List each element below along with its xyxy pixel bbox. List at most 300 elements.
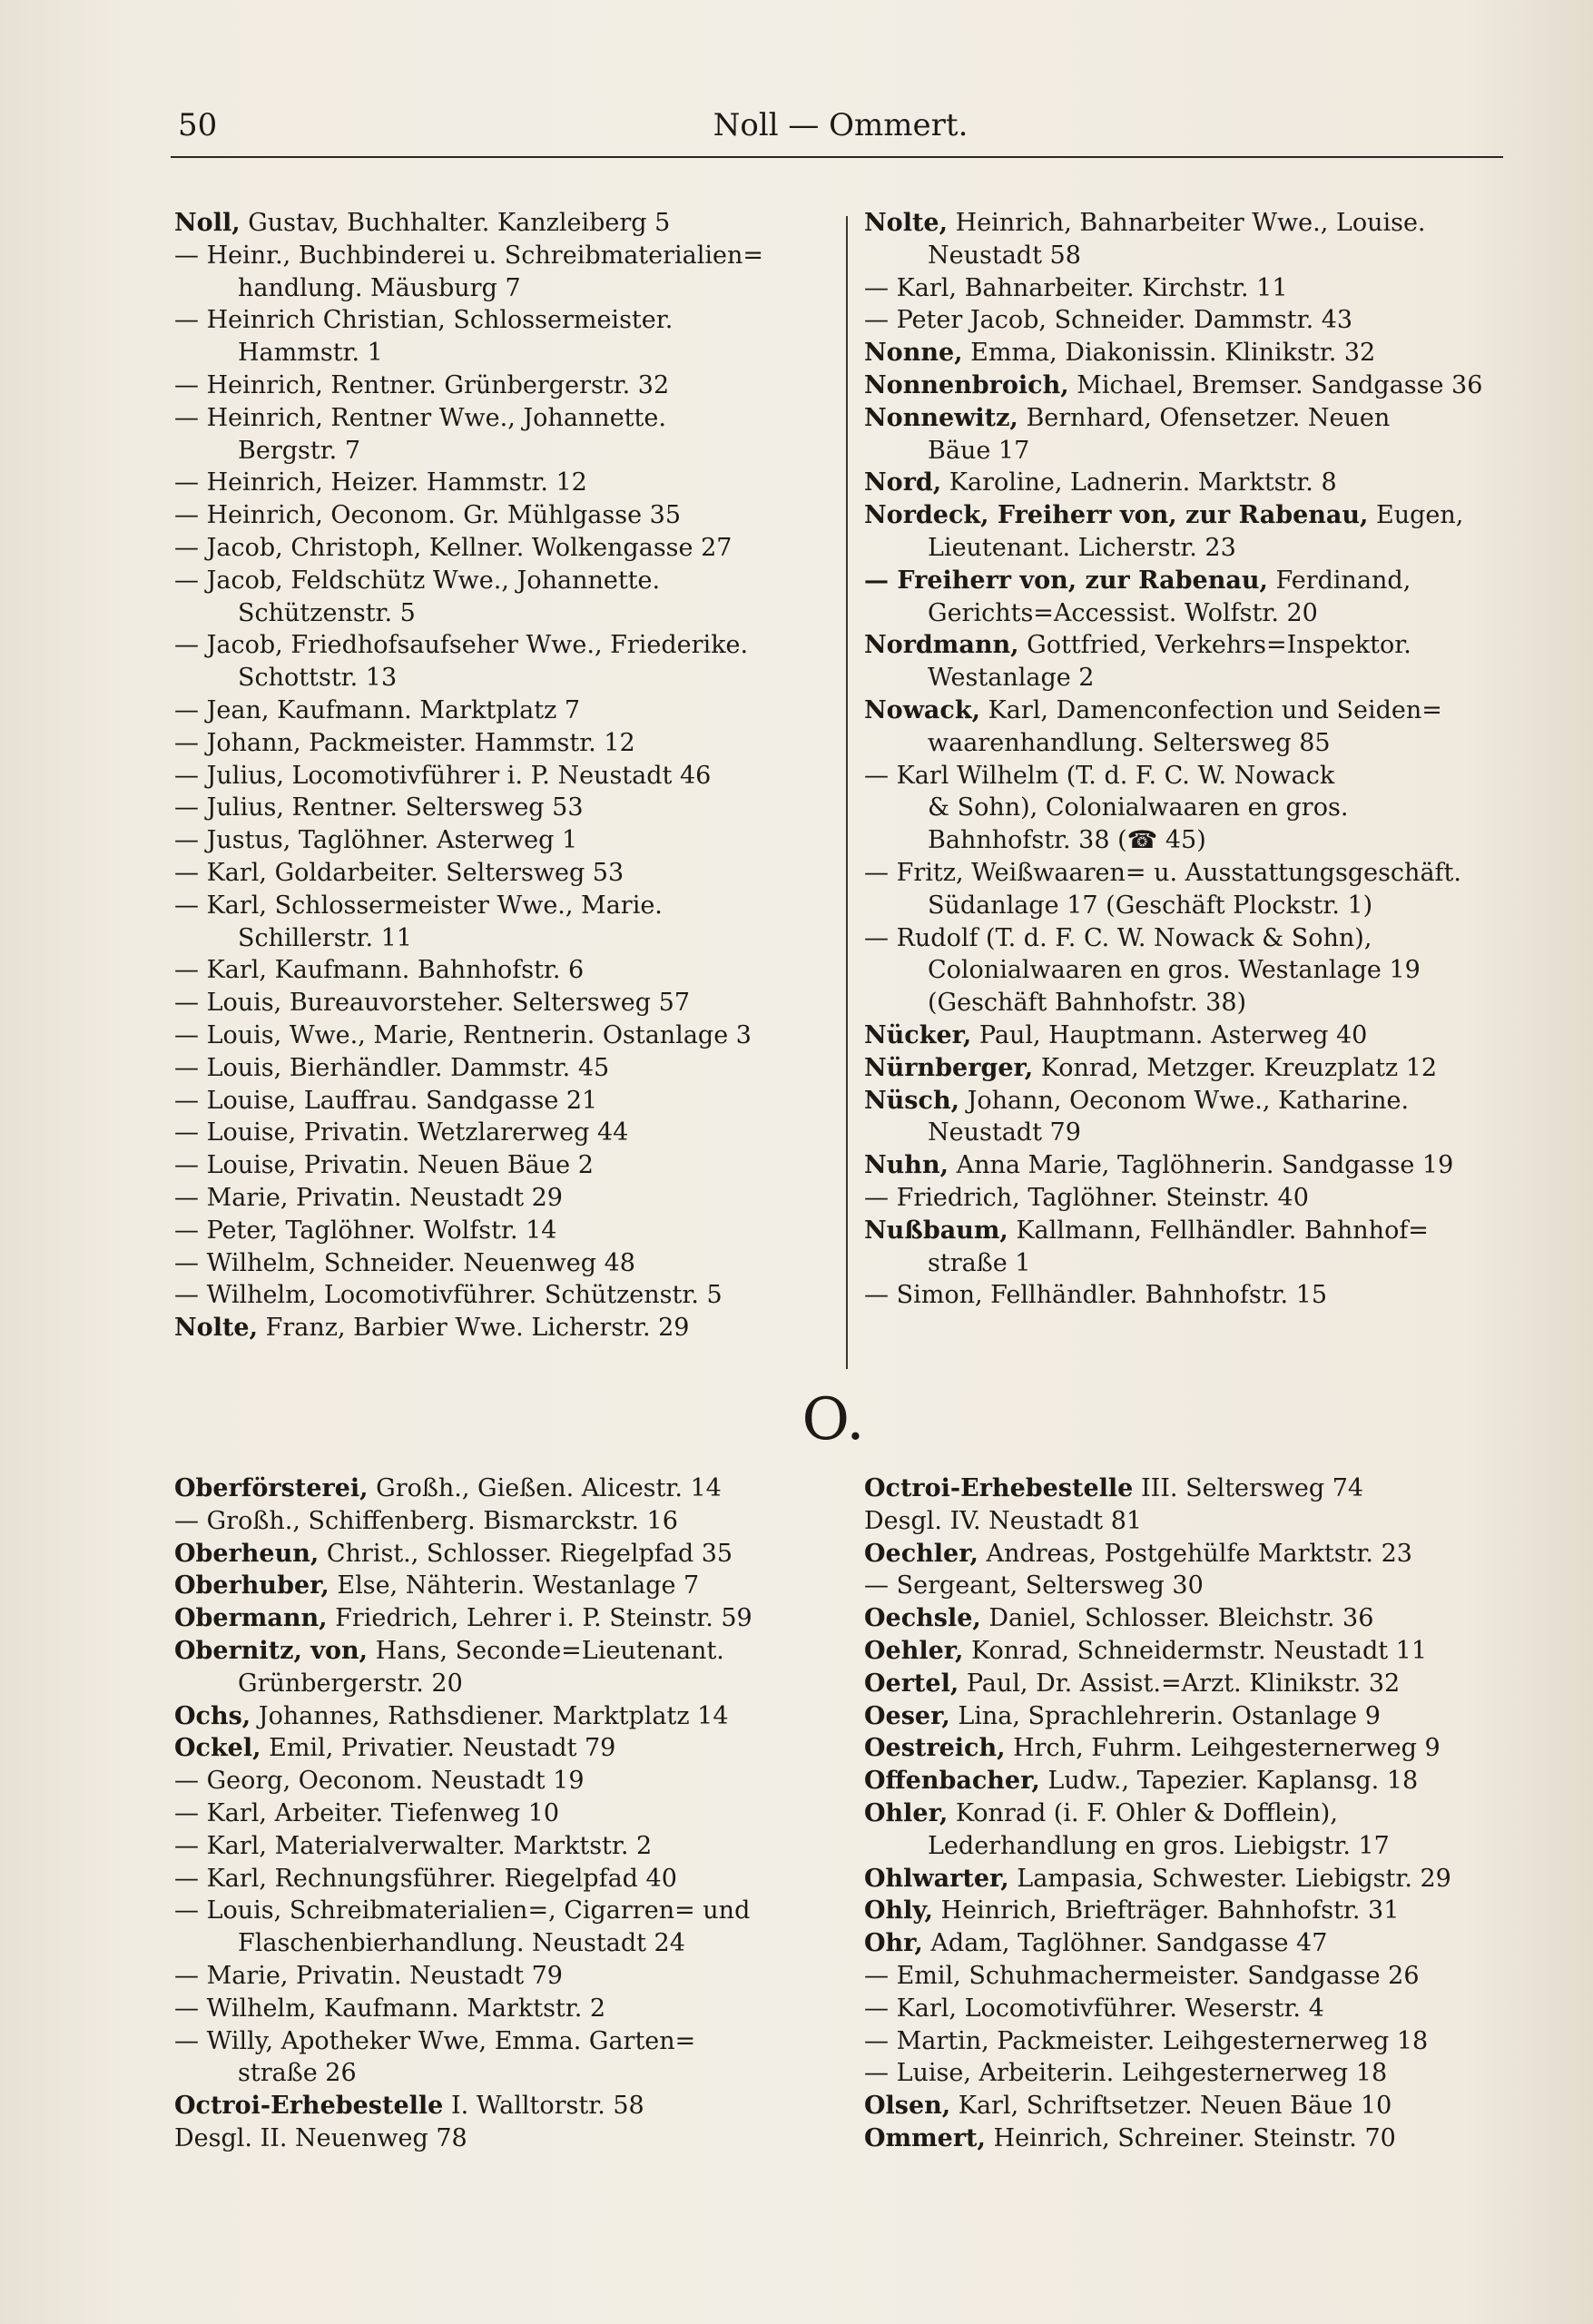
ditto-dash: — xyxy=(174,1118,207,1147)
directory-entry xyxy=(864,369,1519,402)
directory-entry xyxy=(174,1247,830,1280)
directory-entry xyxy=(174,1505,830,1538)
directory-entry xyxy=(174,1117,830,1149)
directory-entry xyxy=(174,240,830,305)
entry-line xyxy=(864,272,1519,305)
ditto-dash: — xyxy=(864,2026,897,2055)
entry-text: Lina, Sprachlehrerin. Ostanlage 9 xyxy=(958,1701,1381,1730)
directory-entry xyxy=(174,1960,830,1993)
entry-text: Lampasia, Schwester. Liebigstr. 29 xyxy=(1017,1864,1451,1893)
directory-entry xyxy=(174,890,830,955)
ditto-dash: — xyxy=(174,858,207,887)
entry-text: Lieutenant. Licherstr. 23 xyxy=(928,533,1236,562)
entry-line xyxy=(864,207,1519,240)
directory-entry xyxy=(864,1472,1519,1505)
directory-entry xyxy=(174,760,830,793)
directory-entry xyxy=(864,760,1519,857)
entry-continuation xyxy=(864,727,1519,760)
entry-line xyxy=(174,532,830,565)
directory-entry xyxy=(174,987,830,1019)
entry-line xyxy=(864,1732,1519,1765)
directory-entry xyxy=(864,1732,1519,1765)
ditto-dash: — xyxy=(174,1086,207,1115)
entry-line xyxy=(864,1538,1519,1571)
directory-entry xyxy=(864,207,1519,272)
ditto-dash: — xyxy=(174,468,207,497)
ditto-dash: — xyxy=(174,956,207,985)
entry-text: Justus, Taglöhner. Asterweg 1 xyxy=(206,826,578,855)
ditto-dash: — xyxy=(174,241,207,270)
entry-line xyxy=(174,1247,830,1280)
entry-continuation xyxy=(174,272,830,305)
directory-entry xyxy=(864,629,1519,694)
ditto-dash: — xyxy=(174,2026,207,2055)
directory-entry xyxy=(174,1732,830,1765)
ditto-dash: — xyxy=(864,1571,897,1600)
entry-line xyxy=(174,1863,830,1896)
entry-line xyxy=(174,890,830,922)
directory-entry xyxy=(174,369,830,402)
entry-text: Neustadt 79 xyxy=(928,1118,1081,1147)
directory-entry xyxy=(864,1570,1519,1602)
column-left-bottom xyxy=(174,1472,830,2155)
entry-surname: Ockel, xyxy=(174,1734,261,1763)
directory-entry xyxy=(864,304,1519,337)
directory-entry xyxy=(174,2090,830,2122)
entry-text: Paul, Hauptmann. Asterweg 40 xyxy=(978,1020,1368,1049)
directory-entry xyxy=(174,402,830,468)
entry-text: Louis, Wwe., Marie, Rentnerin. Ostanlage 3 xyxy=(206,1020,752,1049)
entry-line xyxy=(174,369,830,402)
ditto-dash: — xyxy=(864,1281,897,1310)
entry-line xyxy=(174,954,830,987)
directory-entry xyxy=(174,532,830,565)
entry-surname: Noll, xyxy=(174,209,241,237)
entry-line xyxy=(864,1993,1519,2025)
directory-entry xyxy=(174,1215,830,1247)
directory-entry xyxy=(864,1505,1519,1538)
entry-text: Louise, Privatin. Neuen Bäue 2 xyxy=(206,1151,594,1180)
entry-continuation xyxy=(174,435,830,468)
directory-entry xyxy=(174,1765,830,1797)
entry-text: Karl, Rechnungsführer. Riegelpfad 40 xyxy=(206,1864,677,1893)
entry-text: Georg, Oeconom. Neustadt 19 xyxy=(206,1767,585,1796)
directory-entry xyxy=(864,1085,1519,1150)
directory-entry xyxy=(174,694,830,727)
entry-line xyxy=(174,1149,830,1182)
entry-text: Bergstr. 7 xyxy=(238,436,360,465)
ditto-dash: — xyxy=(174,695,207,724)
entry-continuation xyxy=(174,337,830,369)
entry-text: Westanlage 2 xyxy=(928,664,1095,693)
ditto-dash: — xyxy=(864,273,897,302)
entry-surname: Ochs, xyxy=(174,1701,251,1730)
entry-surname: Ohr, xyxy=(864,1929,923,1958)
entry-text: Hans, Seconde=Lieutenant. xyxy=(375,1636,724,1665)
ditto-dash: — xyxy=(864,1183,897,1212)
entry-text: Grünbergerstr. 20 xyxy=(238,1669,463,1698)
ditto-dash: — xyxy=(864,923,897,952)
ditto-dash: — xyxy=(174,1183,207,1212)
ditto-dash: — xyxy=(174,306,207,335)
entry-surname: Oehler, xyxy=(864,1636,964,1665)
entry-text: Ferdinand, xyxy=(1275,566,1411,595)
ditto-dash: — xyxy=(174,1864,207,1893)
ditto-dash: — xyxy=(174,728,207,757)
entry-text: Hammstr. 1 xyxy=(238,339,383,368)
entry-text: Karl, Kaufmann. Bahnhofstr. 6 xyxy=(206,956,585,985)
ditto-dash: — xyxy=(174,1020,207,1049)
entry-surname: Oberförsterei, xyxy=(174,1474,369,1502)
entry-text: Louis, Schreibmaterialien=, Cigarren= und xyxy=(206,1896,751,1925)
entry-text: Großh., Schiffenberg. Bismarckstr. 16 xyxy=(206,1506,678,1535)
entry-text: Christ., Schlosser. Riegelpfad 35 xyxy=(326,1539,733,1568)
entry-text: Bäue 17 xyxy=(928,436,1030,465)
entry-text: Friedrich, Taglöhner. Steinstr. 40 xyxy=(896,1183,1309,1212)
entry-text: Karl, Locomotivführer. Weserstr. 4 xyxy=(896,1994,1324,2023)
directory-entry xyxy=(864,1538,1519,1571)
entry-text: Martin, Packmeister. Leihgesternerweg 18 xyxy=(896,2026,1429,2055)
entry-line xyxy=(864,922,1519,955)
directory-entry xyxy=(174,1830,830,1863)
entry-line xyxy=(174,727,830,760)
directory-entry xyxy=(174,1312,830,1344)
directory-entry xyxy=(864,402,1519,468)
entry-line xyxy=(174,824,830,857)
entry-continuation xyxy=(864,824,1519,857)
directory-entry xyxy=(864,337,1519,369)
directory-entry xyxy=(174,1052,830,1085)
entry-text: Schützenstr. 5 xyxy=(238,598,416,627)
entry-line xyxy=(174,2025,830,2058)
entry-line xyxy=(864,467,1519,499)
entry-surname: Oechsle, xyxy=(864,1604,981,1633)
entry-text: Südanlage 17 (Geschäft Plockstr. 1) xyxy=(928,891,1373,920)
entry-surname: Nußbaum, xyxy=(864,1216,1008,1245)
entry-text: Heinrich, Heizer. Hammstr. 12 xyxy=(206,468,587,497)
ditto-dash: — xyxy=(174,403,207,432)
entry-surname: Offenbacher, xyxy=(864,1767,1040,1796)
ditto-dash: — xyxy=(174,826,207,855)
entry-line xyxy=(864,1182,1519,1215)
entry-text: Johann, Oeconom Wwe., Katharine. xyxy=(967,1086,1410,1115)
entry-continuation xyxy=(864,435,1519,468)
entry-text: Karl, Arbeiter. Tiefenweg 10 xyxy=(206,1798,560,1827)
entry-line xyxy=(864,1019,1519,1052)
directory-entry xyxy=(174,1797,830,1830)
entry-continuation xyxy=(864,532,1519,565)
entry-surname: Obermann, xyxy=(174,1604,328,1633)
ditto-dash: — xyxy=(174,1994,207,2023)
entry-text: Michael, Bremser. Sandgasse 36 xyxy=(1077,370,1483,399)
entry-continuation xyxy=(174,1927,830,1960)
entry-surname: Nordeck, Freiherr von, zur Rabenau, xyxy=(864,501,1369,530)
entry-text: Jacob, Christoph, Kellner. Wolkengasse 27 xyxy=(206,533,733,562)
entry-text: Johannes, Rathsdiener. Marktplatz 14 xyxy=(258,1701,729,1730)
directory-entry xyxy=(864,1602,1519,1635)
entry-line xyxy=(174,694,830,727)
directory-entry xyxy=(174,727,830,760)
entry-surname: Ommert, xyxy=(864,2123,986,2152)
ditto-dash: — xyxy=(174,989,207,1018)
ditto-dash: — xyxy=(174,533,207,562)
entry-text: Schottstr. 13 xyxy=(238,664,398,693)
entry-line xyxy=(864,629,1519,662)
entry-line xyxy=(864,760,1519,793)
entry-surname: Nonnewitz, xyxy=(864,403,1018,432)
entry-text: Bahnhofstr. 38 (☎ 45) xyxy=(928,826,1206,855)
directory-entry xyxy=(864,272,1519,305)
directory-entry xyxy=(174,1085,830,1118)
entry-text: Karl, Schriftsetzer. Neuen Bäue 10 xyxy=(958,2092,1392,2121)
entry-text: Emil, Schuhmachermeister. Sandgasse 26 xyxy=(896,1961,1420,1990)
directory-entry xyxy=(174,1279,830,1312)
entry-text: Adam, Taglöhner. Sandgasse 47 xyxy=(930,1929,1328,1958)
entry-line xyxy=(864,1927,1519,1960)
entry-text: Heinr., Buchbinderei u. Schreibmaterialien= xyxy=(206,241,764,270)
ditto-dash: — xyxy=(864,2059,897,2088)
entry-surname: Ohlwarter, xyxy=(864,1864,1009,1893)
entry-text: Heinrich Christian, Schlossermeister. xyxy=(206,306,674,335)
entry-text: Gerichts=Accessist. Wolfstr. 20 xyxy=(928,598,1318,627)
entry-text: Karl, Schlossermeister Wwe., Marie. xyxy=(206,891,663,920)
entry-line xyxy=(864,1149,1519,1182)
entry-text: Jacob, Friedhofsaufseher Wwe., Friederike. xyxy=(206,631,749,660)
entry-text: Marie, Privatin. Neustadt 29 xyxy=(206,1183,563,1212)
directory-entry xyxy=(174,499,830,532)
directory-entry xyxy=(174,1182,830,1215)
entry-line xyxy=(174,760,830,793)
entry-surname: Nuhn, xyxy=(864,1151,949,1180)
directory-entry xyxy=(864,1279,1519,1312)
ditto-dash: — xyxy=(174,1896,207,1925)
ditto-dash: — xyxy=(864,858,897,887)
entry-line xyxy=(174,402,830,435)
entry-text: Louis, Bureauvorsteher. Seltersweg 57 xyxy=(206,989,691,1018)
entry-text: Bernhard, Ofensetzer. Neuen xyxy=(1026,403,1391,432)
page-number: 50 xyxy=(178,107,218,143)
entry-surname: Nürnberger, xyxy=(864,1053,1034,1082)
directory-entry xyxy=(174,1895,830,1960)
entry-continuation xyxy=(174,1668,830,1700)
entry-line xyxy=(864,1960,1519,1993)
ditto-dash: — xyxy=(174,1831,207,1860)
entry-text: handlung. Mäusburg 7 xyxy=(238,273,521,302)
entry-text: waarenhandlung. Seltersweg 85 xyxy=(928,728,1331,757)
entry-surname: Nonnenbroich, xyxy=(864,370,1069,399)
column-left-top xyxy=(174,207,830,1344)
entry-text: Karl, Bahnarbeiter. Kirchstr. 11 xyxy=(896,273,1288,302)
entry-text: Peter, Taglöhner. Wolfstr. 14 xyxy=(206,1216,557,1245)
directory-entry xyxy=(864,694,1519,760)
header-rule xyxy=(171,156,1503,158)
entry-line xyxy=(864,337,1519,369)
entry-text: Franz, Barbier Wwe. Licherstr. 29 xyxy=(265,1314,690,1343)
entry-surname: Nücker, xyxy=(864,1020,972,1049)
entry-line xyxy=(864,2090,1519,2122)
directory-entry xyxy=(864,467,1519,499)
directory-entry xyxy=(864,1019,1519,1052)
page-header xyxy=(178,107,1503,149)
entry-text: straße 1 xyxy=(928,1248,1031,1277)
entry-line xyxy=(864,2057,1519,2090)
ditto-dash: — xyxy=(174,793,207,822)
entry-line xyxy=(174,1019,830,1052)
entry-line xyxy=(864,369,1519,402)
directory-entry xyxy=(864,1895,1519,1927)
entry-line xyxy=(864,1635,1519,1668)
entry-text: Heinrich, Bahnarbeiter Wwe., Louise. xyxy=(955,209,1426,237)
directory-entry xyxy=(174,1863,830,1896)
ditto-dash: — xyxy=(174,1248,207,1277)
entry-line xyxy=(864,1895,1519,1927)
directory-entry xyxy=(864,1960,1519,1993)
directory-entry xyxy=(864,499,1519,565)
directory-entry xyxy=(864,1215,1519,1280)
directory-entry xyxy=(174,857,830,890)
running-head: Noll — Ommert. xyxy=(713,107,969,143)
column-divider xyxy=(846,216,848,1369)
entry-text: Kallmann, Fellhändler. Bahnhof= xyxy=(1016,1216,1429,1245)
entry-line xyxy=(174,1797,830,1830)
directory-entry xyxy=(174,954,830,987)
entry-surname: Octroi-Erhebestelle xyxy=(174,2092,444,2121)
entry-text: Emma, Diakonissin. Klinikstr. 32 xyxy=(970,339,1376,368)
entry-line xyxy=(174,1635,830,1668)
entry-line xyxy=(174,1895,830,1927)
entry-text: Jacob, Feldschütz Wwe., Johannette. xyxy=(206,566,661,595)
ditto-dash: — xyxy=(174,1281,207,1310)
entry-surname: Oberheun, xyxy=(174,1539,320,1568)
entry-line xyxy=(174,1215,830,1247)
entry-text: Konrad, Metzger. Kreuzplatz 12 xyxy=(1040,1053,1438,1082)
entry-text: Peter Jacob, Schneider. Dammstr. 43 xyxy=(896,306,1353,335)
entry-line xyxy=(174,1700,830,1733)
entry-surname: Oertel, xyxy=(864,1669,959,1698)
entry-text: Eugen, xyxy=(1376,501,1464,530)
entry-text: straße 26 xyxy=(238,2059,357,2088)
entry-text: Neustadt 58 xyxy=(928,241,1081,270)
directory-entry xyxy=(864,857,1519,922)
entry-text: Gustav, Buchhalter. Kanzleiberg 5 xyxy=(248,209,671,237)
entry-text: Wilhelm, Schneider. Neuenweg 48 xyxy=(206,1248,635,1277)
entry-text: Hrch, Fuhrm. Leihgesternerweg 9 xyxy=(1013,1734,1441,1763)
ditto-dash: — xyxy=(174,1767,207,1796)
entry-line xyxy=(864,1700,1519,1733)
entry-continuation xyxy=(174,662,830,694)
entry-text: Lederhandlung en gros. Liebigstr. 17 xyxy=(928,1831,1390,1860)
entry-text: (Geschäft Bahnhofstr. 38) xyxy=(928,989,1247,1018)
entry-line xyxy=(174,499,830,532)
directory-entry xyxy=(864,1765,1519,1797)
entry-line xyxy=(864,1215,1519,1247)
entry-line xyxy=(174,987,830,1019)
entry-line xyxy=(864,2122,1519,2155)
entry-line xyxy=(864,1602,1519,1635)
directory-entry xyxy=(864,1149,1519,1182)
ditto-dash: — xyxy=(174,1506,207,1535)
entry-line xyxy=(174,1732,830,1765)
entry-text: Karoline, Ladnerin. Marktstr. 8 xyxy=(949,468,1337,497)
entry-text: III. Seltersweg 74 xyxy=(1140,1474,1364,1502)
entry-surname: Oeser, xyxy=(864,1701,950,1730)
entry-line xyxy=(174,1279,830,1312)
entry-text: Karl, Materialverwalter. Marktstr. 2 xyxy=(206,1831,653,1860)
entry-line xyxy=(174,565,830,597)
entry-line xyxy=(174,1085,830,1118)
entry-text: Simon, Fellhändler. Bahnhofstr. 15 xyxy=(896,1281,1328,1310)
entry-text: Julius, Rentner. Seltersweg 53 xyxy=(206,793,584,822)
ditto-dash: — xyxy=(864,306,897,335)
entry-text: Julius, Locomotivführer i. P. Neustadt 46 xyxy=(206,761,712,790)
entry-surname: Nüsch, xyxy=(864,1086,959,1115)
entry-text: Flaschenbierhandlung. Neustadt 24 xyxy=(238,1929,685,1958)
directory-entry xyxy=(864,2057,1519,2090)
entry-text: Friedrich, Lehrer i. P. Steinstr. 59 xyxy=(335,1604,752,1633)
entry-surname: — Freiherr von, zur Rabenau, xyxy=(864,566,1268,595)
entry-text: Else, Nähterin. Westanlage 7 xyxy=(337,1571,700,1600)
entry-line xyxy=(864,1765,1519,1797)
entry-surname: Obernitz, von, xyxy=(174,1636,369,1665)
entry-line xyxy=(174,1993,830,2025)
directory-entry xyxy=(174,1635,830,1700)
entry-text: I. Walltorstr. 58 xyxy=(450,2092,644,2121)
directory-entry xyxy=(864,2025,1519,2058)
entry-surname: Olsen, xyxy=(864,2092,951,2121)
entry-text: Großh., Gießen. Alicestr. 14 xyxy=(376,1474,722,1502)
entry-continuation xyxy=(174,922,830,955)
entry-surname: Nord, xyxy=(864,468,942,497)
entry-line xyxy=(174,792,830,824)
ditto-dash: — xyxy=(174,891,207,920)
directory-entry xyxy=(174,792,830,824)
section-letter: O. xyxy=(801,1386,865,1453)
entry-text: Louise, Lauffrau. Sandgasse 21 xyxy=(206,1086,598,1115)
entry-line xyxy=(174,1117,830,1149)
entry-text: Karl, Goldarbeiter. Seltersweg 53 xyxy=(206,858,624,887)
entry-line xyxy=(174,1505,830,1538)
ditto-dash: — xyxy=(174,1216,207,1245)
directory-entry xyxy=(864,565,1519,630)
entry-continuation xyxy=(864,987,1519,1019)
entry-text: Konrad, Schneidermstr. Neustadt 11 xyxy=(971,1636,1428,1665)
entry-text: Desgl. II. Neuenweg 78 xyxy=(174,2123,467,2152)
entry-line xyxy=(864,304,1519,337)
entry-text: Karl Wilhelm (T. d. F. C. W. Nowack xyxy=(896,761,1335,790)
directory-entry xyxy=(174,2122,830,2155)
entry-line xyxy=(174,240,830,272)
entry-text: Colonialwaaren en gros. Westanlage 19 xyxy=(928,956,1421,985)
entry-continuation xyxy=(174,2057,830,2090)
directory-entry xyxy=(864,1182,1519,1215)
entry-line xyxy=(864,1085,1519,1118)
entry-line xyxy=(864,1797,1519,1830)
entry-surname: Oestreich, xyxy=(864,1734,1006,1763)
entry-line xyxy=(174,467,830,499)
ditto-dash: — xyxy=(174,370,207,399)
entry-text: Daniel, Schlosser. Bleichstr. 36 xyxy=(988,1604,1374,1633)
entry-text: Sergeant, Seltersweg 30 xyxy=(896,1571,1204,1600)
entry-text: Emil, Privatier. Neustadt 79 xyxy=(269,1734,616,1763)
entry-line xyxy=(864,1570,1519,1602)
entry-line xyxy=(864,1668,1519,1700)
ditto-dash: — xyxy=(864,1994,897,2023)
entry-surname: Ohly, xyxy=(864,1896,933,1925)
entry-surname: Nonne, xyxy=(864,339,963,368)
ditto-dash: — xyxy=(174,631,207,660)
column-right-bottom xyxy=(864,1472,1519,2155)
entry-line xyxy=(174,2122,830,2155)
